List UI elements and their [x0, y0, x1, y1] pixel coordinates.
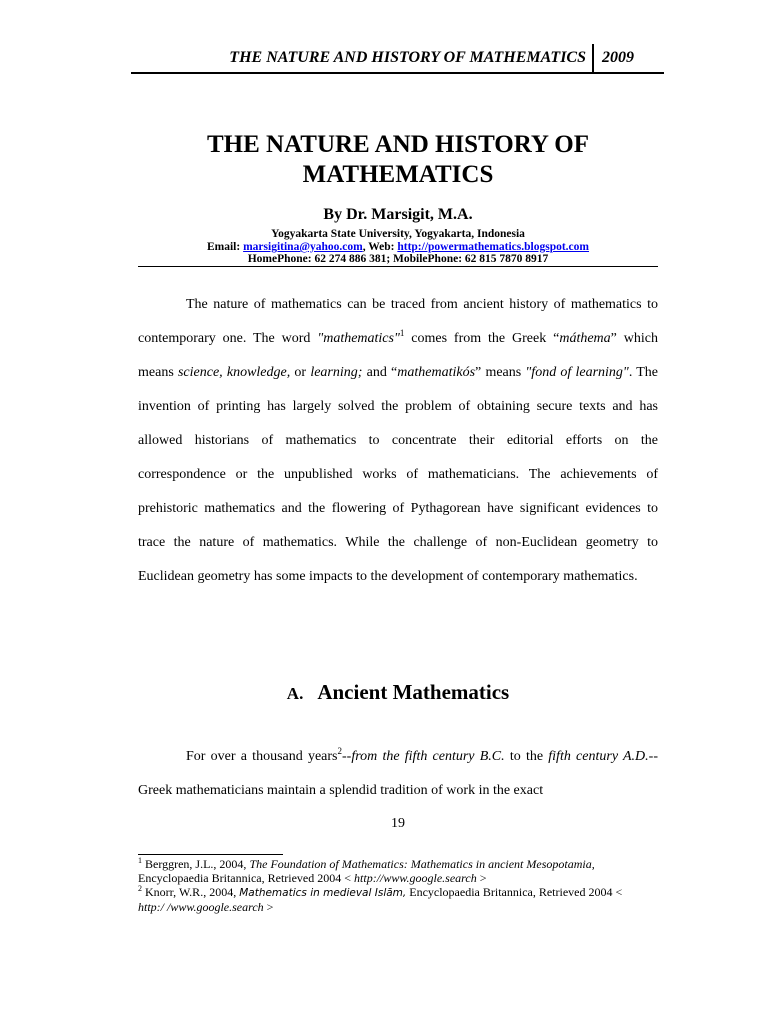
- section-text: For over a thousand years: [186, 749, 338, 764]
- footnote-1: [138, 857, 658, 871]
- intro-word-mathema: máthema: [559, 331, 611, 346]
- intro-learning: learning;: [310, 365, 363, 380]
- intro-fond-of-learning: "fond of learning": [525, 365, 629, 380]
- contact-line: [138, 241, 658, 253]
- section-italic-date: fifth century A.D.: [548, 749, 649, 764]
- email-label: Email:: [206, 241, 241, 253]
- phone-line: HomePhone: 62 274 886 381; MobilePhone: 62 815 7870 8917: [247, 253, 549, 265]
- footnote-text: Encyclopaedia Britannica, Retrieved 2004 <: [138, 871, 355, 885]
- footnote-2-cont: [138, 900, 658, 914]
- footnote-rule: [138, 854, 283, 855]
- footnote-text: Encyclopaedia Britannica, Retrieved 2004 <: [406, 885, 623, 899]
- footnote-1-title: The Foundation of Mathematics: Mathematics in ancient Mesopotamia,: [249, 857, 595, 871]
- running-header-year: 2009: [602, 49, 634, 66]
- section-title: Ancient Mathematics: [317, 680, 510, 704]
- web-label: , Web:: [362, 241, 395, 253]
- running-header-title: THE NATURE AND HISTORY OF MATHEMATICS: [229, 49, 586, 66]
- intro-meaning: science, knowledge,: [177, 365, 291, 380]
- footnote-2-number: 2: [138, 884, 142, 893]
- section-text: to the: [504, 749, 549, 764]
- footnote-1-number: 1: [138, 856, 142, 865]
- section-paragraph: [138, 740, 658, 808]
- title-block-rule: [138, 266, 658, 267]
- intro-paragraph: [138, 288, 658, 594]
- paper-title-line1: THE NATURE AND HISTORY OF: [206, 131, 590, 158]
- affiliation: Yogyakarta State University, Yogyakarta, Indonesia: [271, 228, 525, 240]
- header-divider: [592, 44, 594, 73]
- intro-text: ” which means: [138, 331, 658, 380]
- footnote-text: Knorr, W.R., 2004,: [142, 885, 240, 899]
- footnote-1-url: http://www.google.search: [354, 871, 477, 885]
- footnote-text: >: [476, 871, 487, 885]
- footnote-ref-1[interactable]: 1: [399, 328, 405, 338]
- intro-word-mathematics: "mathematics": [317, 331, 400, 346]
- paper-title-line2: MATHEMATICS: [302, 161, 494, 188]
- footnote-text: >: [263, 900, 274, 914]
- email-link[interactable]: marsigitina@yahoo.com: [243, 241, 363, 253]
- footnote-ref-2[interactable]: 2: [337, 746, 342, 756]
- intro-text: ” means: [475, 365, 526, 380]
- footnote-text: Berggren, J.L., 2004,: [142, 857, 250, 871]
- intro-text: The nature of mathematics can be traced from ancient history of mathematics to contemporary one. The word: [138, 297, 658, 346]
- section-italic-date: from the fifth century B.C.: [351, 749, 505, 764]
- footnote-1-cont: [138, 871, 658, 885]
- intro-text: or: [290, 365, 311, 380]
- intro-text: and “: [362, 365, 398, 380]
- footnote-2-url: http:/ /www.google.search: [138, 900, 264, 914]
- section-heading: [138, 680, 658, 705]
- footnotes: [138, 857, 658, 914]
- intro-text: comes from the Greek “: [404, 331, 560, 346]
- page-number: 19: [391, 816, 405, 831]
- section-text: --: [341, 749, 352, 764]
- footnote-2-title: Mathematics in medieval Islām,: [239, 887, 407, 899]
- intro-word-mathematikos: mathematikós: [397, 365, 476, 380]
- intro-text: . The invention of printing has largely solved the problem of obtaining secure texts and has allowed historians of mathematics to concentrate their editorial efforts on the correspondence or the unpublished works of mathematicians. The achievements of prehistoric mathematics and the flowering of Pythagorean have significant evidences to trace the nature of mathematics. While the challenge of non-Euclidean geometry to Euclidean geometry has some impacts to the development of contemporary mathematics.: [138, 365, 659, 584]
- footnote-2: [138, 885, 658, 900]
- author: By Dr. Marsigit, M.A.: [323, 206, 473, 223]
- web-link[interactable]: http://powermathematics.blogspot.com: [397, 241, 589, 253]
- header-rule: [131, 72, 664, 74]
- section-letter: A.: [286, 684, 304, 703]
- section-text: --Greek mathematicians maintain a splendid tradition of work in the exact: [138, 749, 658, 798]
- paper-title: [138, 130, 658, 190]
